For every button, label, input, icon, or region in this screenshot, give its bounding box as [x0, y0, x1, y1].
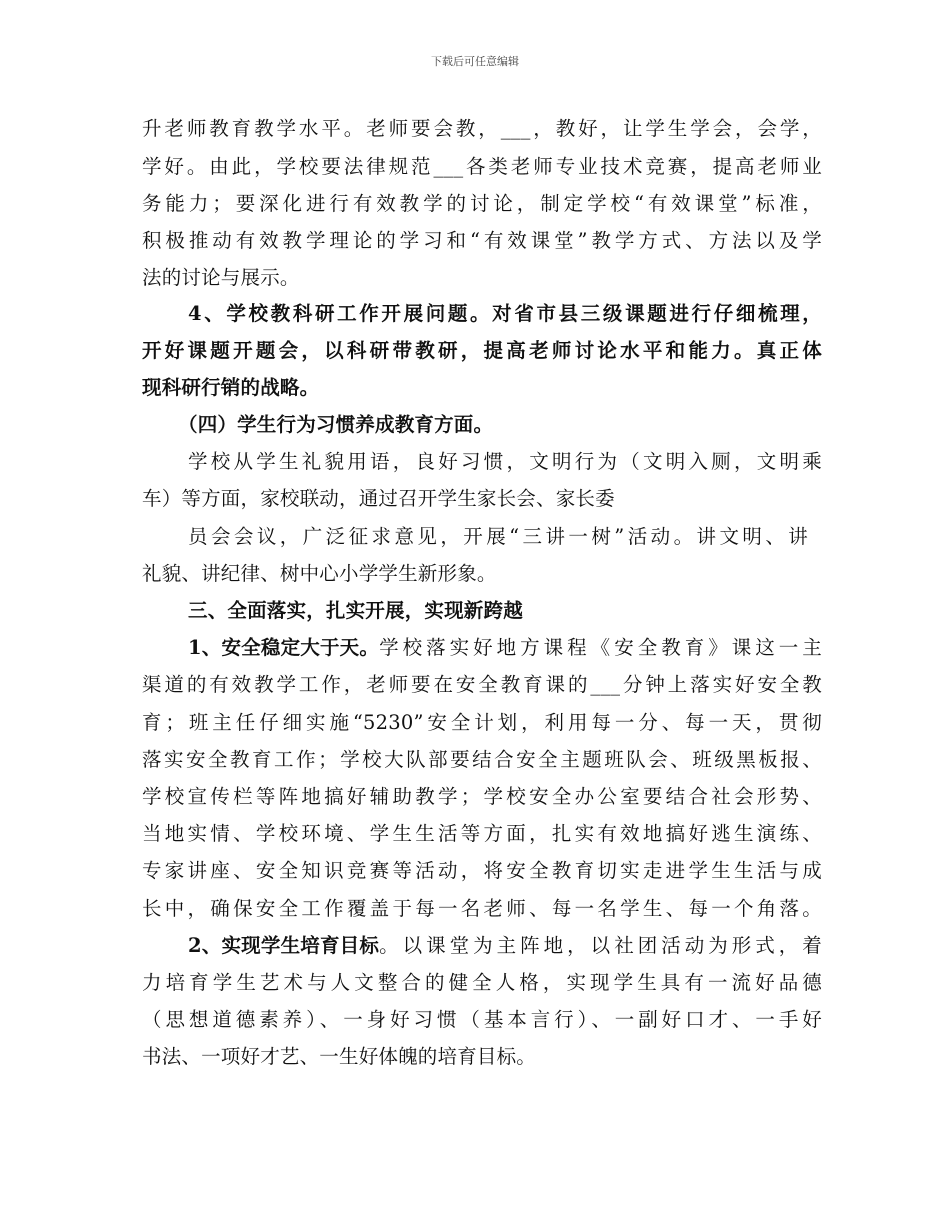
paragraph-line: 书法、一项好才艺、一生好体魄的培育目标。 [142, 1045, 537, 1068]
paragraph-line: （思想道德素养）、一身好习惯（基本言行）、一副好口才、一手好 [142, 1008, 822, 1031]
page-header: 下载后可任意编辑 [431, 55, 519, 68]
paragraph-line: 法的讨论与展示。 [142, 266, 300, 289]
paragraph-line: 车）等方面，家校联动，通过召开学生家长会、家长委 [142, 487, 615, 510]
paragraph-line: 学校宣传栏等阵地搞好辅助教学；学校安全办公室要结合社会形势、 [142, 785, 822, 808]
paragraph-line: 力培育学生艺术与人文整合的健全人格，实现学生具有一流好品德 [142, 971, 822, 994]
bold-paragraph-line: 现科研行销的战略。 [142, 376, 320, 399]
paragraph-line: 员会会议，广泛征求意见，开展“三讲一树”活动。讲文明、讲 [188, 525, 808, 548]
bold-paragraph-line: 4、学校教科研工作开展问题。对省市县三级课题进行仔细梳理， [188, 302, 822, 325]
inline-bold-title: 2、实现学生培育目标 [188, 934, 380, 957]
paragraph-line: 专家讲座、安全知识竞赛等活动，将安全教育切实走进学生生活与成 [142, 859, 822, 882]
paragraph-line: 落实安全教育工作；学校大队部要结合安全主题班队会、班级黑板报、 [142, 748, 822, 771]
inline-bold-title: 1、安全稳定大于天。 [188, 636, 380, 659]
paragraph-line: 渠道的有效教学工作，老师要在安全教育课的___分钟上落实好安全教 [142, 673, 822, 696]
paragraph-line: 升老师教育教学水平。老师要会教，___，教好，让学生学会，会学， [142, 117, 822, 140]
paragraph-line: 长中，确保安全工作覆盖于每一名老师、每一名学生、每一个角落。 [142, 897, 822, 920]
paragraph-line: 当地实情、学校环境、学生生活等方面，扎实有效地搞好逃生演练、 [142, 822, 822, 845]
paragraph-line: 积极推动有效教学理论的学习和“有效课堂”教学方式、方法以及学 [142, 229, 822, 252]
inline-text: 。以课堂为主阵地，以社团活动为形式，着 [379, 934, 822, 957]
paragraph-line-mixed [188, 929, 822, 963]
paragraph-line: 育；班主任仔细实施“5230”安全计划，利用每一分、每一天，贯彻 [142, 711, 822, 734]
bold-paragraph-line: 开好课题开题会，以科研带教研，提高老师讨论水平和能力。真正体 [142, 339, 822, 362]
paragraph-line: 务能力；要深化进行有效教学的讨论，制定学校“有效课堂”标准， [142, 192, 822, 215]
paragraph-line: 学校从学生礼貌用语，良好习惯，文明行为（文明入厕，文明乘 [188, 450, 822, 473]
inline-text: 学校落实好地方课程《安全教育》课这一主 [379, 636, 822, 659]
paragraph-line: 学好。由此，学校要法律规范___各类老师专业技术竞赛，提高老师业 [142, 155, 822, 178]
section-heading: （四）学生行为习惯养成教育方面。 [178, 413, 494, 436]
paragraph-line: 礼貌、讲纪律、树中心小学学生新形象。 [142, 562, 497, 585]
paragraph-line-mixed [188, 631, 822, 665]
section-heading: 三、全面落实，扎实开展，实现新跨越 [188, 599, 523, 622]
